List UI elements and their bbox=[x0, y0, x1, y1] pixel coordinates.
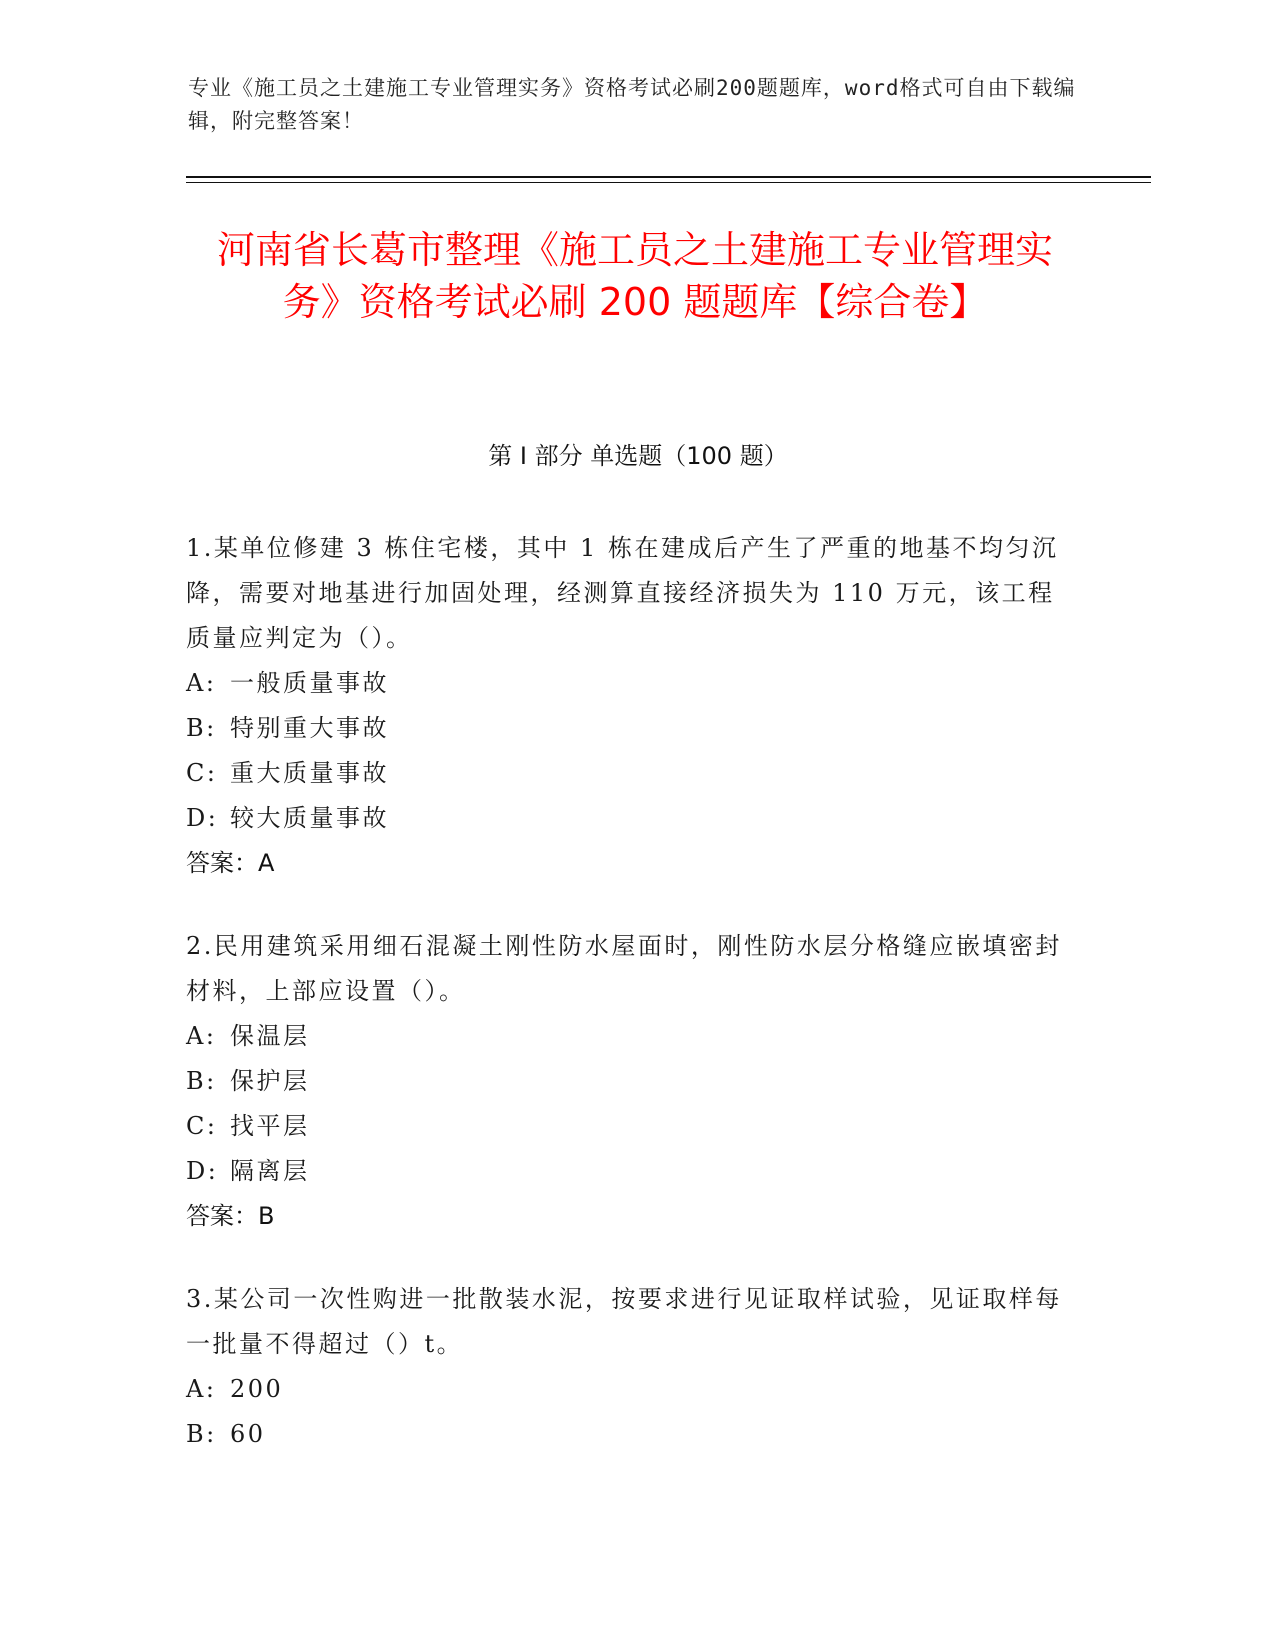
answer: 答案：A bbox=[186, 849, 275, 877]
option-key: B: bbox=[186, 1067, 217, 1095]
question-list bbox=[186, 526, 1066, 1495]
option-text: 隔离层 bbox=[230, 1157, 310, 1185]
option-text: 找平层 bbox=[230, 1112, 310, 1140]
question-stem: 1.某单位修建 3 栋住宅楼，其中 1 栋在建成后产生了严重的地基不均匀沉降，需要对地基进行加固处理，经测算直接经济损失为 110 万元，该工程质量应判定为（）。 bbox=[186, 534, 1059, 652]
answer: 答案：B bbox=[186, 1202, 275, 1230]
option-text: 重大质量事故 bbox=[230, 759, 389, 787]
option-d bbox=[186, 1149, 1066, 1194]
question-2 bbox=[186, 924, 1066, 1239]
option-b bbox=[186, 706, 1066, 751]
section-title: 第 I 部分 单选题（100 题） bbox=[488, 442, 788, 470]
question-3 bbox=[186, 1277, 1066, 1457]
option-key: D: bbox=[186, 804, 219, 832]
question-stem: 3.某公司一次性购进一批散装水泥，按要求进行见证取样试验，见证取样每一批量不得超过（）t。 bbox=[186, 1285, 1062, 1358]
option-text: 保温层 bbox=[230, 1022, 310, 1050]
option-text: 较大质量事故 bbox=[230, 804, 389, 832]
option-text: 特别重大事故 bbox=[230, 714, 389, 742]
option-d bbox=[186, 796, 1066, 841]
option-key: A: bbox=[186, 669, 217, 697]
option-b bbox=[186, 1412, 1066, 1457]
option-c bbox=[186, 751, 1066, 796]
option-text: 一般质量事故 bbox=[230, 669, 389, 697]
option-a bbox=[186, 1014, 1066, 1059]
option-key: D: bbox=[186, 1157, 219, 1185]
header-note: 专业《施工员之土建施工专业管理实务》资格考试必刷200题题库，word格式可自由下载编辑，附完整答案！ bbox=[188, 76, 1076, 133]
document-title: 河南省长葛市整理《施工员之土建施工专业管理实务》资格考试必刷 200 题题库【综合卷】 bbox=[216, 228, 1053, 324]
option-key: C: bbox=[186, 759, 218, 787]
option-key: C: bbox=[186, 1112, 218, 1140]
option-c bbox=[186, 1104, 1066, 1149]
option-text: 保护层 bbox=[230, 1067, 310, 1095]
option-key: A: bbox=[186, 1375, 217, 1403]
option-text: 60 bbox=[230, 1420, 266, 1448]
option-key: B: bbox=[186, 714, 217, 742]
question-1 bbox=[186, 526, 1066, 886]
option-key: B: bbox=[186, 1420, 217, 1448]
option-text: 200 bbox=[230, 1375, 284, 1403]
header-rule-thick bbox=[186, 176, 1151, 178]
option-key: A: bbox=[186, 1022, 217, 1050]
option-a bbox=[186, 1367, 1066, 1412]
question-stem: 2.民用建筑采用细石混凝土刚性防水屋面时，刚性防水层分格缝应嵌填密封材料，上部应设置（）。 bbox=[186, 932, 1062, 1005]
option-a bbox=[186, 661, 1066, 706]
header-rule-thin bbox=[186, 182, 1151, 183]
option-b bbox=[186, 1059, 1066, 1104]
